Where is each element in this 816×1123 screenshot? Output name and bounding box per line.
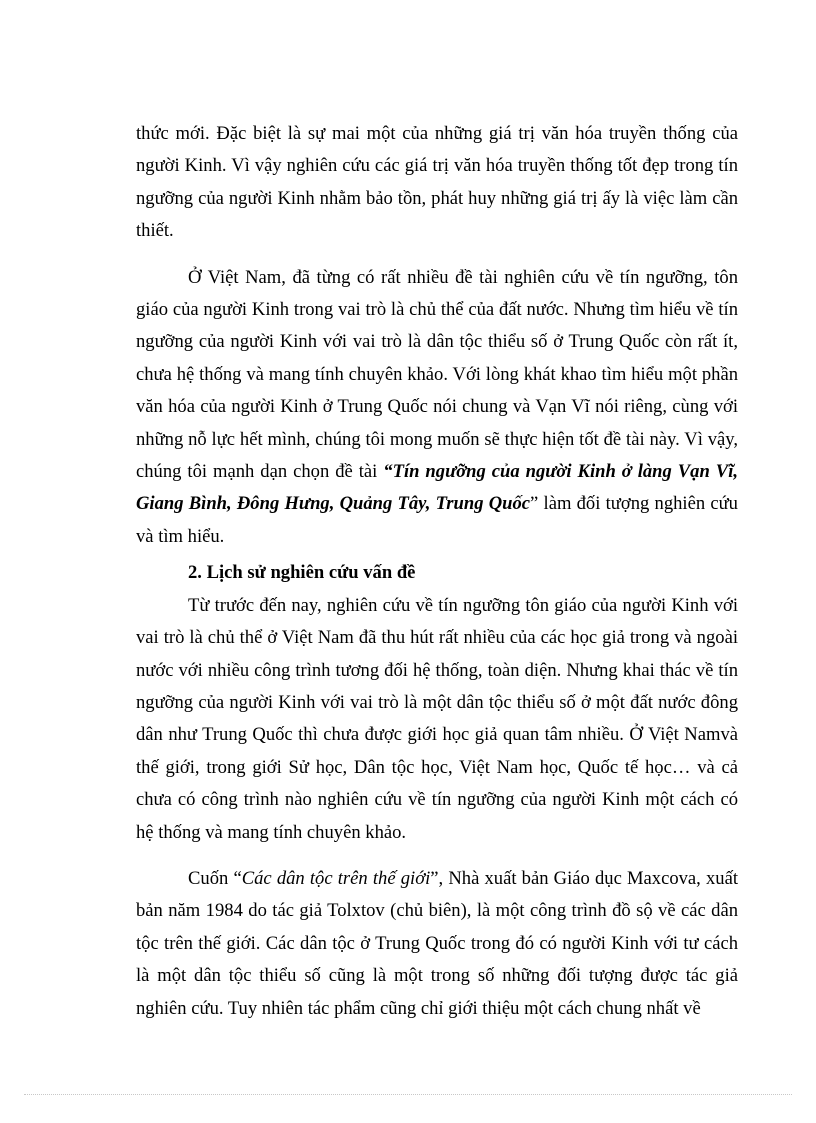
page-footer-divider [24,1094,792,1095]
paragraph-topic-choice [136,262,738,554]
document-page [136,118,738,1025]
paragraph-text: Cuốn “ [188,867,242,889]
paragraph-text: Ở Việt Nam, đã từng có rất nhiều đề tài nghiên cứu về tín ngưỡng, tôn giáo của người Kinh trong vai trò là chủ thể của đất nước. Nhưng tìm hiểu về tín ngưỡng của người Kinh với vai trò là dân tộc thiểu số ở Trung Quốc còn rất ít, chưa hệ thống và mang tính chuyên khảo. Với lòng khát khao tìm hiểu một phần văn hóa của người Kinh ở Trung Quốc nói chung và Vạn Vĩ nói riêng, cùng với những nỗ lực hết mình, chúng tôi mong muốn sẽ thực hiện tốt đề tài này. Vì vậy, chúng tôi mạnh dạn chọn đề tài [136,266,738,483]
paragraph-book-review [136,863,738,1025]
book-title: Các dân tộc trên thế giới [241,867,431,889]
paragraph-intro-continuation: thức mới. Đặc biệt là sự mai một của những giá trị văn hóa truyền thống của người Kinh. Vì vậy nghiên cứu các giá trị văn hóa truyền thống tốt đẹp trong tín ngưỡng của người Kinh nhằm bảo tồn, phát huy những giá trị ấy là việc làm cần thiết. [136,123,738,242]
thesis-title: “Tín ngưỡng của người Kinh ở làng Vạn Vĩ, Giang Bình, Đông Hưng, Quảng Tây, Trung Quốc [136,461,739,515]
paragraph-text: ”, Nhà xuất bản Giáo dục Maxcova, xuất bản năm 1984 do tác giả Tolxtov (chủ biên), là một công trình đồ sộ về các dân tộc trên thế giới. Các dân tộc ở Trung Quốc trong đó có người Kinh với tư cách là một dân tộc thiểu số cũng là một trong số những đối tượng được tác giả nghiên cứu. Tuy nhiên tác phẩm cũng chỉ giới thiệu một cách chung nhất về [136,867,738,1019]
paragraph-text: ” làm đối tượng nghiên cứu và tìm hiểu. [136,493,738,547]
paragraph-research-history: Từ trước đến nay, nghiên cứu về tín ngưỡng tôn giáo của người Kinh với vai trò là chủ thể ở Việt Nam đã thu hút rất nhiều của các học giả trong và ngoài nước với nhiều công trình tương đối hệ thống, toàn diện. Nhưng khai thác về tín ngưỡng của người Kinh với vai trò là một dân tộc thiểu số ở một đất nước đông dân như Trung Quốc thì chưa được giới học giả quan tâm nhiều. Ở Việt Namvà thế giới, trong giới Sử học, Dân tộc học, Việt Nam học, Quốc tế học… và cả chưa có công trình nào nghiên cứu về tín ngưỡng của người Kinh một cách có hệ thống và mang tính chuyên khảo. [136,594,738,843]
section-heading: 2. Lịch sử nghiên cứu vấn đề [188,562,416,584]
